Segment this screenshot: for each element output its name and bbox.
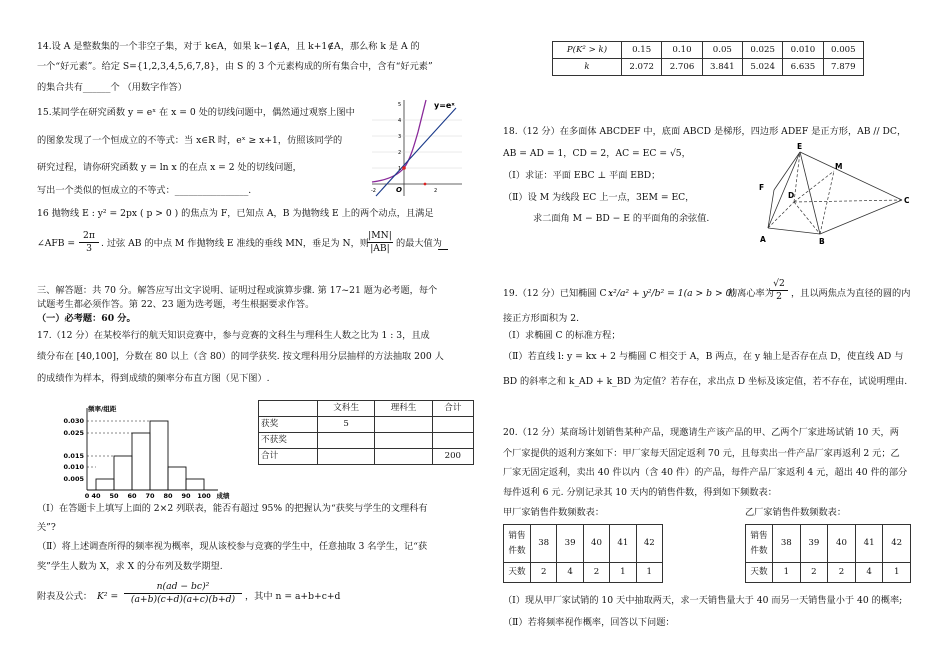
table-cell [318,433,375,449]
table-cell: 39 [557,525,583,563]
formula-prefix: 附表及公式： [37,591,93,602]
y-tick: 5 [398,102,402,108]
q14-line2: 一个“好元素”。给定 S={1,2,3,4,5,6,7,8}，由 S 的 3 个元素构成的所有集合中，含有“好元素” [37,61,433,72]
q17-line1: 17.（12 分）在某校举行的航天知识竞赛中，参与竞赛的文科生与理科生人数之比为 1 : 3，且成 [37,330,430,341]
table-row [553,59,864,76]
fraction-numerator: n(ad − bc)² [124,581,242,594]
table-row [746,563,911,583]
q18-line4: （Ⅱ）设 M 为线段 EC 上一点，3EM = EC， [503,192,695,203]
factory-b-frequency-table [745,524,911,583]
histogram-x-tick: 40 [91,492,101,500]
fraction-denominator: 2 [776,290,782,302]
table-cell: 7.879 [823,59,863,76]
q20-line4: 每件返利 6 元. 分别记录其 10 天内的销售件数，得到如下频数表： [503,487,777,498]
table-cell: 42 [883,525,911,563]
histogram-y-tick: 0.010 [63,463,84,471]
table-cell: 40 [583,525,609,563]
grid-lines [372,120,462,168]
table-cell: 4 [557,563,583,583]
table-cell: 文科生 [318,401,375,417]
fraction-denominator: 3 [86,242,92,254]
table-cell: 40 [828,525,856,563]
q17-part1-line1: （Ⅰ）在答题卡上填写上面的 2×2 列联表，能否有超过 95% 的把握认为“获奖与学生的文理科有 [37,503,428,514]
q17-part2-line1: （Ⅱ）将上述调查所得的频率视为概率，现从该校参与竞赛的学生中，任意抽取 3 名学生，记“获 [37,541,428,552]
table-cell: 理科生 [375,401,432,417]
table-cell: 2 [800,563,828,583]
section3-line1: 三、解答题：共 70 分。解答应写出文字说明、证明过程或演算步骤. 第 17~21 题为必考题，每个 [37,285,438,296]
table-cell: 6.635 [783,59,823,76]
q20-line3: 厂家无固定返利，卖出 40 件以内（含 40 件）的产品，每件产品厂家返利 4 元，超出 40 件的部分 [503,467,908,478]
histogram-guide-lines [87,421,150,467]
vertex-label: D [788,191,795,200]
q19-line2: 接正方形面积为 2. [503,313,579,324]
table-cell [375,433,432,449]
table-cell: 2 [828,563,856,583]
histogram-y-title: 频率/组距 [88,405,117,413]
vertex-label: A [760,235,766,244]
table-cell: 38 [773,525,801,563]
q14-line1: 14.设 A 是整数集的一个非空子集，对于 k∈A，如果 k−1∉A，且 k+1∉A，那么称 k 是 A 的 [37,41,420,52]
curve-label: y=eˣ [434,101,455,110]
histogram-x-tick: 0 [84,492,90,500]
vertex-label: E [797,142,803,151]
q19-ellipse-equation: x²/a² + y²/b² = 1(a > b > 0) [608,288,736,299]
table-cell: 天数 [746,563,773,583]
x-tick-pos: 2 [434,188,438,194]
q17-line2: 绩分布在 [40,100]，分数在 80 以上（含 80）的同学获奖. 按文理科用分层抽样的方法抽取 200 人 [37,351,444,362]
q16-answer-blank [438,249,448,250]
table-cell: 3.841 [702,59,742,76]
table-cell: 0.05 [702,42,742,59]
table-cell: 5.024 [742,59,782,76]
histogram-x-tick: 100 [197,492,211,500]
table-cell: 0.005 [823,42,863,59]
origin-label: O [396,186,402,194]
formula-lhs: K² = [97,591,119,602]
table-cell [259,401,318,417]
q17-part2-line2: 奖”学生人数为 X，求 X 的分布列及数学期望. [37,561,223,572]
table-row [259,417,474,433]
table-cell [375,417,432,433]
table-cell: 2 [531,563,557,583]
q16-line2-b: . 过弦 AB 的中点 M 作抛物线 E 准线的垂线 MN，垂足为 N，则 [101,238,369,249]
table-cell: 合计 [259,449,318,465]
q20-line1: 20.（12 分）某商场计划销售某种产品，现邀请生产该产品的甲、乙两个厂家进场试销 10 天，两 [503,427,899,438]
table-cell: 5 [318,417,375,433]
histogram-y-tick: 0.030 [63,417,84,425]
table-row [259,449,474,465]
bar-40-50 [96,479,114,490]
k-critical-table [552,41,864,76]
q14-line3: 的集合共有______个 （用数字作答） [37,82,187,93]
histogram-y-tick: 0.025 [63,429,84,437]
q20-part1: （Ⅰ）现从甲厂家试销的 10 天中抽取两天，求一天销售量大于 40 而另一天销售量小于 40 的概率; [503,595,903,606]
vertex-label: C [904,196,910,205]
table-cell [432,417,473,433]
q20-part2: （Ⅱ）若将频率视作概率，回答以下问题： [503,617,675,628]
axis-point [424,183,427,186]
table-cell: 2 [583,563,609,583]
q16-angle-fraction [79,230,99,254]
table-cell: 39 [800,525,828,563]
q16-line2-a: ∠AFB = [37,238,76,249]
section3-line2: 试题考生都必须作答。第 22、23 题为选考题，考生根据要求作答。 [37,299,315,310]
q19-line1-a: 19.（12 分）已知椭圆 C : [503,288,613,299]
q19-line5: BD 的斜率之和 k_AD + k_BD 为定值？若存在，求出点 D 坐标及该定值，若不存在，试说明理由. [503,376,908,387]
q15-line4: 写出一个类似的恒成立的不等式：________________. [37,185,252,196]
q17-part1-line2: 关”? [37,522,56,533]
bar-60-70 [132,433,150,490]
y-tick: 4 [398,118,402,124]
table-cell: 1 [610,563,636,583]
q19-line4: （Ⅱ）若直线 l: y = kx + 2 与椭圆 C 相交于 A，B 两点，在 y 轴上是否存在点 D，使直线 AD 与 [503,351,904,362]
table-cell: 2.706 [662,59,702,76]
histogram-x-tick: 70 [145,492,155,500]
frequency-histogram [48,402,238,500]
x-tick-neg: -2 [371,188,376,194]
table-cell: 2.072 [622,59,662,76]
table-row [504,525,663,563]
eccentricity-fraction [770,278,788,302]
q20-line2: 个厂家提供的返利方案如下：甲厂家每天固定返利 70 元，且每卖出一件产品厂家再返利 2 元；乙 [503,448,900,459]
k-squared-fraction [124,581,242,605]
histogram-x-tick: 50 [109,492,119,500]
y-tick: 1 [398,166,402,172]
histogram-y-tick: 0.015 [63,452,84,460]
table-b-title: 乙厂家销售件数频数表： [745,507,847,518]
q17-line3: 的成绩作为样本，得到成绩的频率分布直方图（见下图）. [37,373,270,384]
q18-line1: 18.（12 分）在多面体 ABCDEF 中，底面 ABCD 是梯形，四边形 ADEF 是正方形，AB // DC， [503,126,907,137]
fraction-denominator: |AB| [370,242,390,254]
table-cell: 1 [636,563,662,583]
table-cell [432,433,473,449]
q19-line1-c: ，且以两焦点为直径的圆的内 [791,288,911,299]
bar-50-60 [114,456,132,490]
histogram-x-tick: 90 [181,492,191,500]
table-cell [318,449,375,465]
vertex-label: B [819,237,825,246]
histogram-x-title: 成绩 [216,492,230,500]
table-cell: 38 [531,525,557,563]
table-cell: 0.15 [622,42,662,59]
q15-line1: 15.某同学在研究函数 y = eˣ 在 x = 0 处的切线问题中，偶然通过观察上图中 [37,107,355,118]
table-cell: 0.10 [662,42,702,59]
table-cell: 销售件数 [746,525,773,563]
table-row [746,525,911,563]
table-cell: 销售件数 [504,525,531,563]
y-tick: 3 [398,134,402,140]
q16-ratio-fraction [367,230,393,254]
table-cell: P(K² > k) [553,42,622,59]
table-cell: 不获奖 [259,433,318,449]
bar-90-100 [186,479,204,490]
q18-line2: AB = AD = 1，CD = 2，AC = EC = √5， [503,148,691,159]
vertex-label: F [759,183,765,192]
fraction-numerator: |MN| [368,230,392,241]
table-cell: 1 [773,563,801,583]
q16-line2-c: 的最大值为 [396,238,442,249]
table-cell: 41 [855,525,883,563]
fraction-numerator: √2 [770,278,788,291]
table-row [259,433,474,449]
q19-line1-b: 的离心率为 [728,288,774,299]
table-cell: 42 [636,525,662,563]
polyhedron-figure [756,140,916,248]
table-row [504,563,663,583]
fraction-denominator: (a+b)(c+d)(a+c)(b+d) [130,593,236,605]
histogram-x-tick: 80 [163,492,173,500]
table-cell: 0.025 [742,42,782,59]
histogram-x-tick: 60 [127,492,137,500]
y-tick: 2 [398,150,402,156]
fraction-numerator: 2π [79,230,99,243]
table-a-title: 甲厂家销售件数频数表： [503,507,605,518]
vertex-label: M [835,162,843,171]
formula-suffix: ，其中 n = a+b+c+d [245,591,341,602]
q16-line1: 16 抛物线 E : y² = 2px ( p > 0 ) 的焦点为 F，已知点 A，B 为抛物线 E 上的两个动点，且满足 [37,208,434,219]
q19-line3: （Ⅰ）求椭圆 C 的标准方程； [503,330,621,341]
section3-line3: （一）必考题：60 分。 [37,313,136,324]
q18-line5: 求二面角 M − BD − E 的平面角的余弦值. [533,213,710,224]
bar-70-80 [150,421,168,490]
table-cell [375,449,432,465]
bar-80-90 [168,467,186,490]
table-row [553,42,864,59]
table-cell: 4 [855,563,883,583]
table-cell: 41 [610,525,636,563]
table-cell: 合计 [432,401,473,417]
histogram-bars [96,421,204,490]
tangent-point [402,166,406,170]
q15-line2: 的图象发现了一个恒成立的不等式：当 x∈R 时，eˣ ≥ x+1，仿照该同学的 [37,135,343,146]
table-cell: 获奖 [259,417,318,433]
q18-line3: （Ⅰ）求证：平面 EBC ⊥ 平面 EBD； [503,170,661,181]
exp-tangent-graph [368,96,464,198]
contingency-table [258,400,474,465]
table-cell: 1 [883,563,911,583]
table-cell: 200 [432,449,473,465]
factory-a-frequency-table [503,524,663,583]
table-cell: k [553,59,622,76]
table-cell: 天数 [504,563,531,583]
histogram-y-tick: 0.005 [63,475,84,483]
q15-line3: 研究过程，请你研究函数 y = ln x 的在点 x = 2 处的切线问题， [37,162,302,173]
table-header-row [259,401,474,417]
table-cell: 0.010 [783,42,823,59]
